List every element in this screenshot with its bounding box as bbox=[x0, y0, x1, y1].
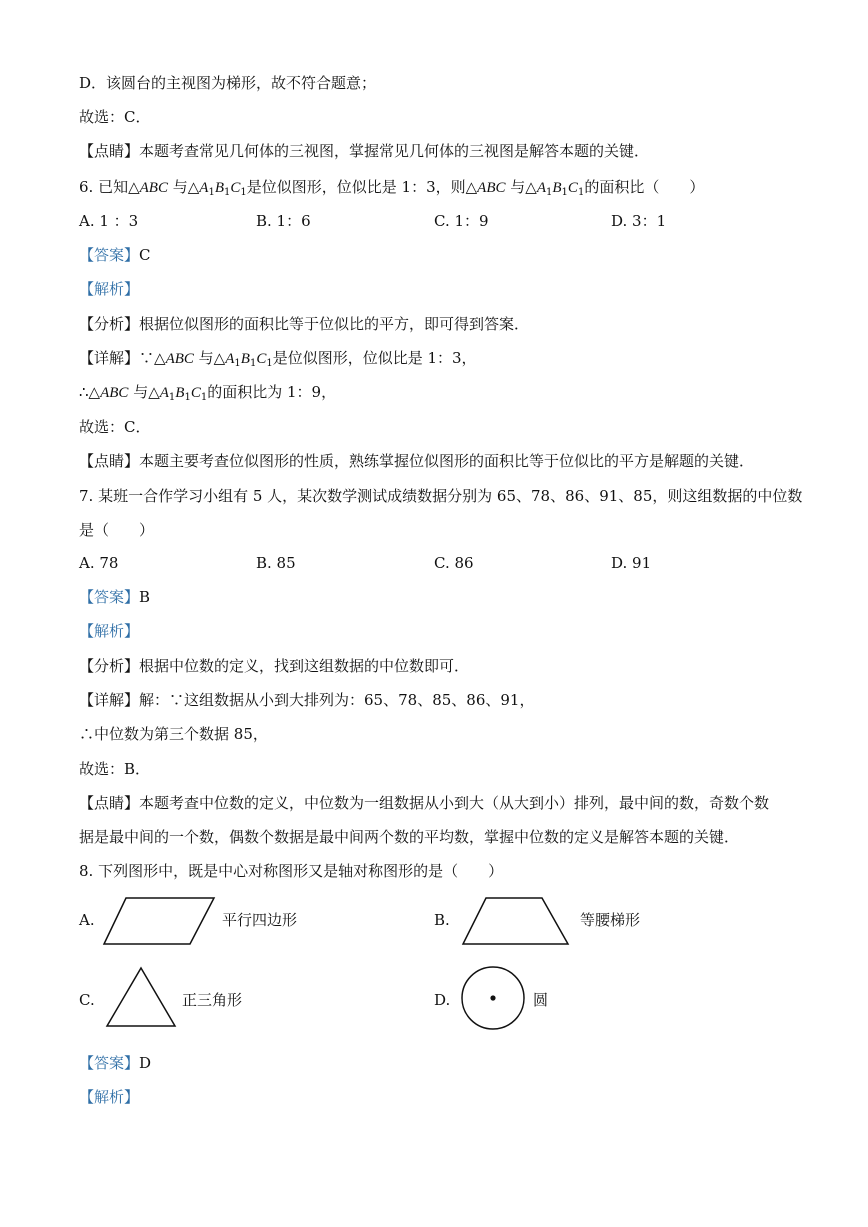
parallelogram-shape bbox=[104, 898, 214, 944]
q8-option-d: D. bbox=[434, 991, 451, 1009]
q8-option-b: B. bbox=[434, 911, 450, 929]
q6-a1-2: A bbox=[536, 180, 546, 196]
comment-line bbox=[79, 140, 649, 162]
q7-option-d: D. 91 bbox=[611, 554, 652, 572]
trapezoid-figure bbox=[458, 896, 574, 948]
xiangjie-tag: 【详解】 bbox=[79, 691, 140, 709]
q8-label-b: 等腰梯形 bbox=[580, 911, 641, 929]
xj6-a1: A bbox=[225, 351, 235, 367]
xj6-c1-2: C bbox=[190, 385, 201, 401]
xj6-abc-2: ABC bbox=[100, 385, 129, 401]
answer-choice-line: 故选：C． bbox=[79, 108, 151, 126]
q6-c1: C bbox=[230, 180, 241, 196]
q6-prefix: 6. 已知△ bbox=[79, 178, 140, 196]
triangle-shape bbox=[107, 968, 175, 1026]
q6-sub: 1 bbox=[249, 358, 257, 369]
answer-tag: 【答案】 bbox=[79, 246, 140, 264]
q8-option-a: A. bbox=[79, 911, 95, 929]
comment-text: 本题考查常见几何体的三视图，掌握常见几何体的三视图是解答本题的关键． bbox=[139, 142, 650, 160]
xj6-line2a: ∴△ bbox=[79, 383, 101, 401]
xiangjie-line-7 bbox=[79, 689, 534, 711]
option-d-note: D．该圆台的主视图为梯形，故不符合题意； bbox=[79, 74, 377, 92]
comment-text: 本题考查中位数的定义，中位数为一组数据从小到大（从大到小）排列，最中间的数，奇数个数 bbox=[139, 794, 770, 812]
q6-sub: 1 bbox=[200, 392, 208, 403]
fenxi-line bbox=[79, 313, 529, 335]
xj6-a: ∵△ bbox=[139, 349, 166, 367]
question-6-stem bbox=[79, 176, 704, 204]
comment-tag: 【点睛】 bbox=[79, 794, 140, 812]
q8-label-c: 正三角形 bbox=[182, 991, 243, 1009]
xj6-mid-2: 与△ bbox=[128, 383, 160, 401]
q6-sub: 1 bbox=[561, 187, 568, 198]
fenxi-line-7 bbox=[79, 655, 469, 677]
q6-sub: 1 bbox=[184, 392, 191, 403]
answer-choice-line-7: 故选：B． bbox=[79, 760, 151, 778]
comment-tag: 【点睛】 bbox=[79, 142, 140, 160]
q7-option-a: A. 78 bbox=[79, 554, 119, 572]
answer-tag: 【答案】 bbox=[79, 1054, 140, 1072]
xiangjie-line-7b: ∴中位数为第三个数据 85， bbox=[79, 725, 268, 743]
question-7-stem: 7. 某班一合作学习小组有 5 人，某次数学测试成绩数据分别为 65、78、86、91、85，则这组数据的中位数 bbox=[79, 487, 803, 505]
q6-text2: 是位似图形，位似比是 1：3，则△ bbox=[246, 178, 478, 196]
xj6-abc: ABC bbox=[165, 351, 194, 367]
answer-line-8 bbox=[79, 1052, 151, 1074]
xj6-b1: B bbox=[240, 351, 250, 367]
q7-option-c: C. 86 bbox=[434, 554, 474, 572]
trapezoid-shape bbox=[463, 898, 568, 944]
comment-line-7 bbox=[79, 792, 769, 814]
answer-line-7 bbox=[79, 586, 150, 608]
comment-line-6 bbox=[79, 450, 754, 472]
answer-value: C bbox=[139, 246, 151, 264]
fenxi-text: 根据中位数的定义，找到这组数据的中位数即可． bbox=[139, 657, 470, 675]
answer-tag: 【答案】 bbox=[79, 588, 140, 606]
answer-value: B bbox=[139, 588, 151, 606]
q6-sub: 1 bbox=[577, 187, 585, 198]
circle-center-dot bbox=[490, 995, 495, 1000]
xiangjie-text: 解：∵这组数据从小到大排列为：65、78、85、86、91， bbox=[139, 691, 535, 709]
xj6-b1-2: B bbox=[175, 385, 185, 401]
question-8-stem: 8. 下列图形中，既是中心对称图形又是轴对称图形的是（ ） bbox=[79, 862, 504, 880]
q6-mid-2: 与△ bbox=[505, 178, 537, 196]
xj6-b: 是位似图形，位似比是 1：3， bbox=[272, 349, 477, 367]
circle-figure bbox=[459, 966, 529, 1032]
q6-c1-2: C bbox=[567, 180, 578, 196]
fenxi-tag: 【分析】 bbox=[79, 657, 140, 675]
q8-label-d: 圆 bbox=[533, 991, 549, 1009]
analysis-tag: 【解析】 bbox=[79, 280, 140, 298]
q6-b1-2: B bbox=[552, 180, 562, 196]
question-7-stem-2: 是（ ） bbox=[79, 521, 155, 539]
q6-sub: 1 bbox=[234, 358, 241, 369]
xj6-line2b: 的面积比为 1：9， bbox=[207, 383, 337, 401]
q7-option-b: B. 85 bbox=[256, 554, 296, 572]
xj6-c1: C bbox=[256, 351, 267, 367]
q6-option-a: A. 1 ：3 bbox=[79, 212, 139, 230]
parallelogram-figure bbox=[100, 896, 220, 948]
answer-choice-line-2: 故选：C． bbox=[79, 418, 151, 436]
comment-line-7b: 据是最中间的一个数，偶数个数据是最中间两个数的平均数，掌握中位数的定义是解答本题的关键． bbox=[79, 828, 740, 846]
xj6-a1-2: A bbox=[159, 385, 169, 401]
answer-line bbox=[79, 244, 151, 266]
q8-label-a: 平行四边形 bbox=[222, 911, 298, 929]
q6-text3: 的面积比（ ） bbox=[584, 178, 705, 196]
q6-option-d: D. 3：1 bbox=[611, 212, 667, 230]
analysis-tag-7: 【解析】 bbox=[79, 622, 140, 640]
q6-option-b: B. 1：6 bbox=[256, 212, 311, 230]
q6-abc: ABC bbox=[139, 180, 168, 196]
q6-sub: 1 bbox=[266, 358, 273, 369]
q6-a1: A bbox=[199, 180, 209, 196]
xiangjie-line-2 bbox=[79, 381, 336, 409]
analysis-tag-8: 【解析】 bbox=[79, 1088, 140, 1106]
q6-sub: 1 bbox=[240, 187, 247, 198]
xiangjie-line bbox=[79, 347, 477, 375]
fenxi-text: 根据位似图形的面积比等于位似比的平方，即可得到答案． bbox=[139, 315, 530, 333]
q6-abc-2: ABC bbox=[477, 180, 506, 196]
xj6-mid: 与△ bbox=[193, 349, 226, 367]
fenxi-tag: 【分析】 bbox=[79, 315, 140, 333]
q6-sub: 1 bbox=[168, 392, 176, 403]
q6-b1: B bbox=[214, 180, 224, 196]
q6-mid: 与△ bbox=[167, 178, 200, 196]
q6-sub: 1 bbox=[208, 187, 215, 198]
q6-sub: 1 bbox=[546, 187, 553, 198]
comment-text: 本题主要考查位似图形的性质，熟练掌握位似图形的面积比等于位似比的平方是解题的关键． bbox=[139, 452, 755, 470]
answer-value: D bbox=[139, 1054, 152, 1072]
q8-option-c: C. bbox=[79, 991, 95, 1009]
comment-tag: 【点睛】 bbox=[79, 452, 140, 470]
q6-option-c: C. 1：9 bbox=[434, 212, 489, 230]
xiangjie-tag: 【详解】 bbox=[79, 349, 140, 367]
q6-sub: 1 bbox=[224, 187, 231, 198]
triangle-figure bbox=[102, 966, 178, 1030]
